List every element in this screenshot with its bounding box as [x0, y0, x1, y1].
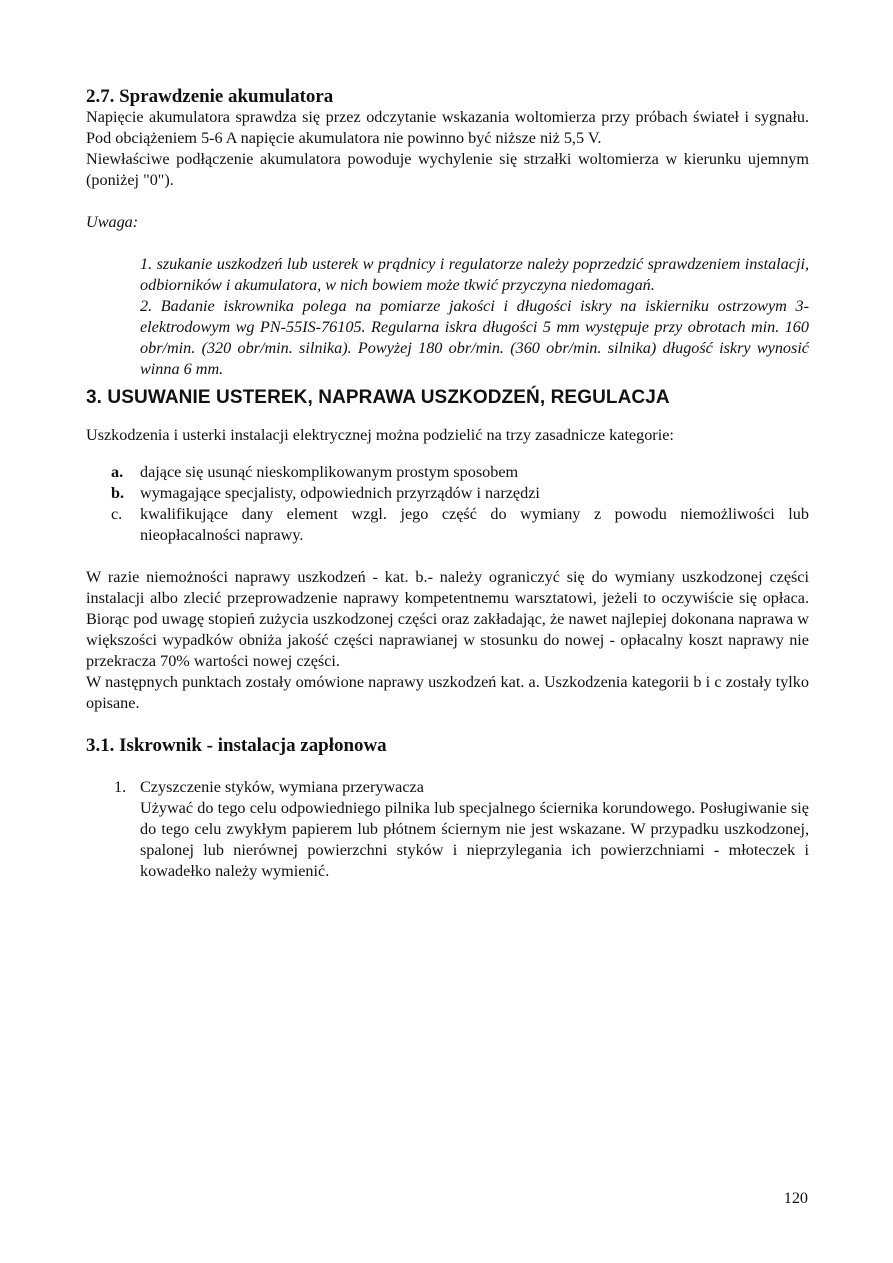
section-3-intro: Uszkodzenia i usterki instalacji elektrycznej można podzielić na trzy zasadnicze kategorie: [86, 426, 674, 444]
list-item [86, 777, 809, 882]
section-2-7-paragraph-1: Napięcie akumulatora sprawdza się przez odczytanie wskazania woltomierza przy próbach świateł i sygnału. Pod obciążeniem 5-6 A napięcie akumulatora nie powinno być niższe niż 5,5 V. [86, 108, 809, 147]
note-item-1: 1. szukanie uszkodzeń lub usterek w prądnicy i regulatorze należy poprzedzić sprawdzeniem instalacji, odbiorników i akumulatora, w nich bowiem może tkwić przyczyna niedomagań. [140, 255, 809, 294]
numbered-list [86, 777, 809, 882]
section-3-heading: 3. USUWANIE USTEREK, NAPRAWA USZKODZEŃ, REGULACJA [86, 387, 670, 408]
page-number: 120 [783, 1189, 808, 1207]
note-item-2: 2. Badanie iskrownika polega na pomiarze jakości i długości iskry na iskierniku ostrzowym 3-elektrodowym wg PN-55IS-76105. Regularna iskra długości 5 mm występuje przy obrotach min. 160 obr/min. (320 obr/min. silnika). Powyżej 180 obr/min. (360 obr/min. silnika) długość iskry wynosić winna 6 mm. [140, 297, 809, 378]
list-item-text: wymagające specjalisty, odpowiednich przyrządów i narzędzi [140, 484, 540, 502]
note-label: Uwaga: [86, 213, 139, 231]
section-3-paragraph-2: W następnych punktach zostały omówione naprawy uszkodzeń kat. a. Uszkodzenia kategorii b i c zostały tylko opisane. [86, 673, 809, 712]
note-block [140, 254, 809, 380]
section-2-7-paragraph-2: Niewłaściwe podłączenie akumulatora powoduje wychylenie się strzałki woltomierza w kierunku ujemnym (poniżej "0"). [86, 150, 809, 189]
list-item-text: Używać do tego celu odpowiedniego pilnika lub specjalnego ściernika korundowego. Posługiwanie się do tego celu zwykłym papierem lub płótnem ściernym nie jest wskazane. W przypadku uszkodzonej, spalonej lub nierównej powierzchni styków i nieprzylegania ich powierzchniami - młoteczek i kowadełko należy wymienić. [140, 799, 809, 880]
list-item [86, 462, 809, 483]
list-marker: a. [111, 463, 124, 481]
category-list [86, 462, 809, 546]
list-marker: 1. [114, 778, 127, 796]
list-marker: b. [111, 484, 125, 502]
section-3-1-heading: 3.1. Iskrownik - instalacja zapłonowa [86, 735, 387, 756]
list-item-text: kwalifikujące dany element wzgl. jego część do wymiany z powodu niemożliwości lub nieopłacalności naprawy. [140, 505, 809, 544]
section-3-paragraph-1: W razie niemożności naprawy uszkodzeń - kat. b.- należy ograniczyć się do wymiany uszkodzonej części instalacji albo zlecić przeprowadzenie naprawy kompetentnemu warsztatowi, jeżeli to oczywiście się opłaca. Biorąc pod uwagę stopień zużycia uszkodzonej części oraz zakładając, że nawet najlepiej dokonana naprawa w większości wypadków obniża jakość części naprawianej w stosunku do nowej - opłacalny koszt naprawy nie przekracza 70% wartości nowej części. [86, 568, 809, 670]
list-marker: c. [111, 505, 123, 523]
list-item [86, 483, 809, 504]
list-item [86, 504, 809, 546]
list-item-body [140, 777, 809, 882]
list-item-title: Czyszczenie styków, wymiana przerywacza [140, 778, 424, 796]
list-item-text: dające się usunąć nieskomplikowanym prostym sposobem [140, 463, 519, 481]
section-2-7-heading: 2.7. Sprawdzenie akumulatora [86, 86, 334, 107]
document-page [86, 86, 809, 882]
